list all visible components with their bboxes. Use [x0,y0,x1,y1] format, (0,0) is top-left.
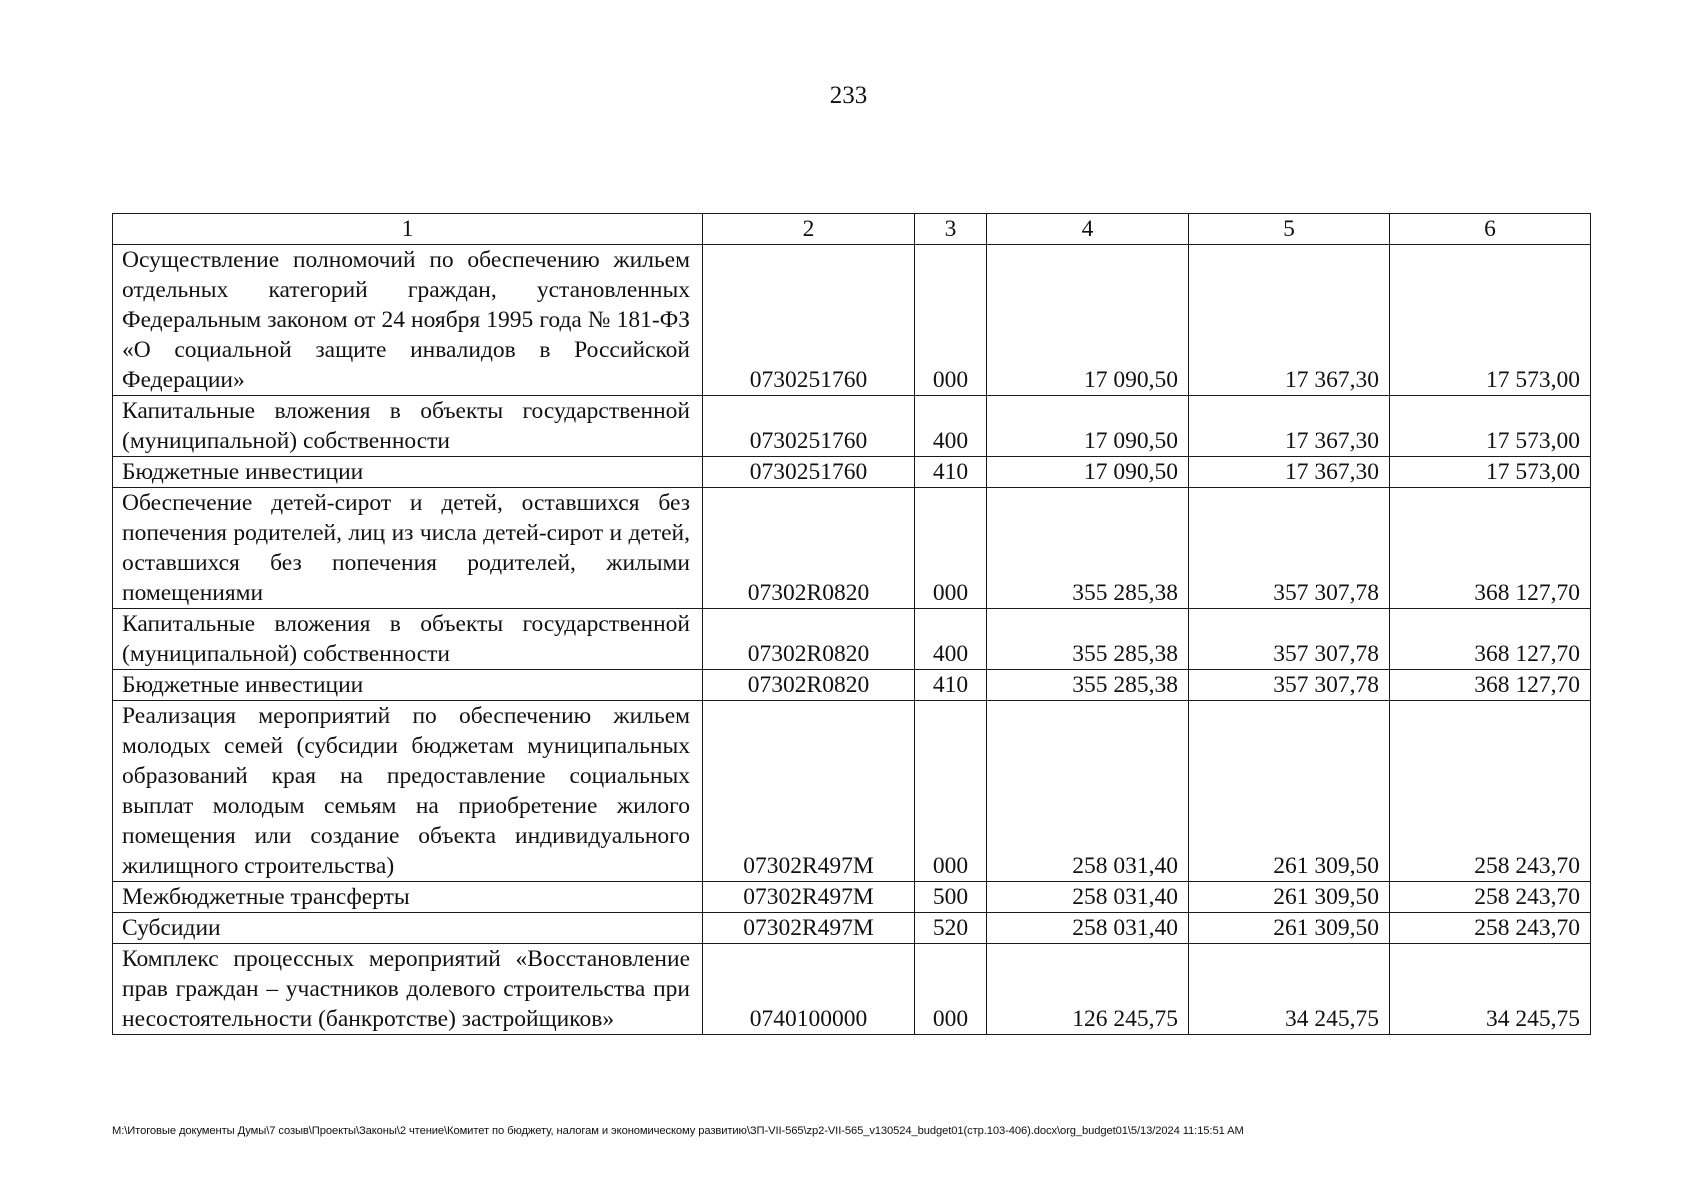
target-article-code: 07302R0820 [703,670,915,701]
expense-name: Бюджетные инвестиции [113,670,703,701]
column-header-6: 6 [1390,214,1591,245]
expense-name: Реализация мероприятий по обеспечению жильем молодых семей (субсидии бюджетам муниципальных образований края на предоставление социальных выплат молодым семьям на приобретение жилого помещения или создание объекта индивидуального жилищного строительства) [113,701,703,882]
expense-type-code: 410 [915,457,987,488]
table-row [113,913,1591,944]
amount-column-5: 357 307,78 [1189,670,1390,701]
expense-name: Капитальные вложения в объекты государственной (муниципальной) собственности [113,609,703,670]
table-row [113,670,1591,701]
column-header-5: 5 [1189,214,1390,245]
target-article-code: 0730251760 [703,457,915,488]
table-row [113,396,1591,457]
expense-name: Обеспечение детей-сирот и детей, оставшихся без попечения родителей, лиц из числа детей-сирот и детей, оставшихся без попечения родителей, жилыми помещениями [113,488,703,609]
amount-column-4: 258 031,40 [987,701,1189,882]
amount-column-4: 258 031,40 [987,913,1189,944]
expense-name: Бюджетные инвестиции [113,457,703,488]
amount-column-6: 17 573,00 [1390,245,1591,396]
target-article-code: 07302R497M [703,701,915,882]
amount-column-5: 261 309,50 [1189,701,1390,882]
amount-column-6: 368 127,70 [1390,488,1591,609]
amount-column-6: 17 573,00 [1390,396,1591,457]
header-row [113,214,1591,245]
amount-column-6: 368 127,70 [1390,670,1591,701]
amount-column-5: 357 307,78 [1189,488,1390,609]
target-article-code: 0730251760 [703,245,915,396]
table-row [113,701,1591,882]
column-header-2: 2 [703,214,915,245]
expense-name: Межбюджетные трансферты [113,882,703,913]
budget-table [112,213,1591,1035]
expense-type-code: 410 [915,670,987,701]
table-row [113,488,1591,609]
table-row [113,245,1591,396]
expense-name: Субсидии [113,913,703,944]
column-header-4: 4 [987,214,1189,245]
target-article-code: 07302R497M [703,913,915,944]
target-article-code: 07302R497M [703,882,915,913]
amount-column-4: 355 285,38 [987,670,1189,701]
amount-column-4: 17 090,50 [987,457,1189,488]
amount-column-4: 355 285,38 [987,609,1189,670]
column-header-1: 1 [113,214,703,245]
amount-column-5: 17 367,30 [1189,396,1390,457]
column-header-3: 3 [915,214,987,245]
expense-type-code: 000 [915,701,987,882]
amount-column-4: 17 090,50 [987,396,1189,457]
table-row [113,882,1591,913]
amount-column-5: 261 309,50 [1189,913,1390,944]
expense-type-code: 000 [915,245,987,396]
amount-column-6: 368 127,70 [1390,609,1591,670]
expense-type-code: 500 [915,882,987,913]
amount-column-6: 17 573,00 [1390,457,1591,488]
expense-type-code: 000 [915,488,987,609]
expense-type-code: 520 [915,913,987,944]
amount-column-6: 34 245,75 [1390,944,1591,1035]
amount-column-5: 17 367,30 [1189,245,1390,396]
target-article-code: 07302R0820 [703,488,915,609]
target-article-code: 07302R0820 [703,609,915,670]
amount-column-5: 34 245,75 [1189,944,1390,1035]
amount-column-4: 17 090,50 [987,245,1189,396]
expense-name: Капитальные вложения в объекты государственной (муниципальной) собственности [113,396,703,457]
amount-column-6: 258 243,70 [1390,882,1591,913]
table-row [113,944,1591,1035]
amount-column-5: 357 307,78 [1189,609,1390,670]
amount-column-4: 355 285,38 [987,488,1189,609]
expense-name: Комплекс процессных мероприятий «Восстановление прав граждан – участников долевого строительства при несостоятельности (банкротстве) застройщиков» [113,944,703,1035]
amount-column-4: 258 031,40 [987,882,1189,913]
amount-column-4: 126 245,75 [987,944,1189,1035]
expense-type-code: 400 [915,396,987,457]
expense-type-code: 000 [915,944,987,1035]
table-row [113,457,1591,488]
table-row [113,609,1591,670]
amount-column-5: 261 309,50 [1189,882,1390,913]
amount-column-5: 17 367,30 [1189,457,1390,488]
amount-column-6: 258 243,70 [1390,913,1591,944]
document-file-path: M:\Итоговые документы Думы\7 созыв\Проекты\Законы\2 чтение\Комитет по бюджету, налогам и экономическому развитию\ЗП-VII-565\zp2-VII-565_v130524_budget01(стр.103-406).docx\org_budget01\5/13/2024 11:15:51 AM [112,1125,1244,1137]
target-article-code: 0730251760 [703,396,915,457]
expense-name: Осуществление полномочий по обеспечению жильем отдельных категорий граждан, установленных Федеральным законом от 24 ноября 1995 года № 181-ФЗ «О социальной защите инвалидов в Российской Федерации» [113,245,703,396]
page-number: 233 [829,82,868,109]
expense-type-code: 400 [915,609,987,670]
target-article-code: 0740100000 [703,944,915,1035]
amount-column-6: 258 243,70 [1390,701,1591,882]
